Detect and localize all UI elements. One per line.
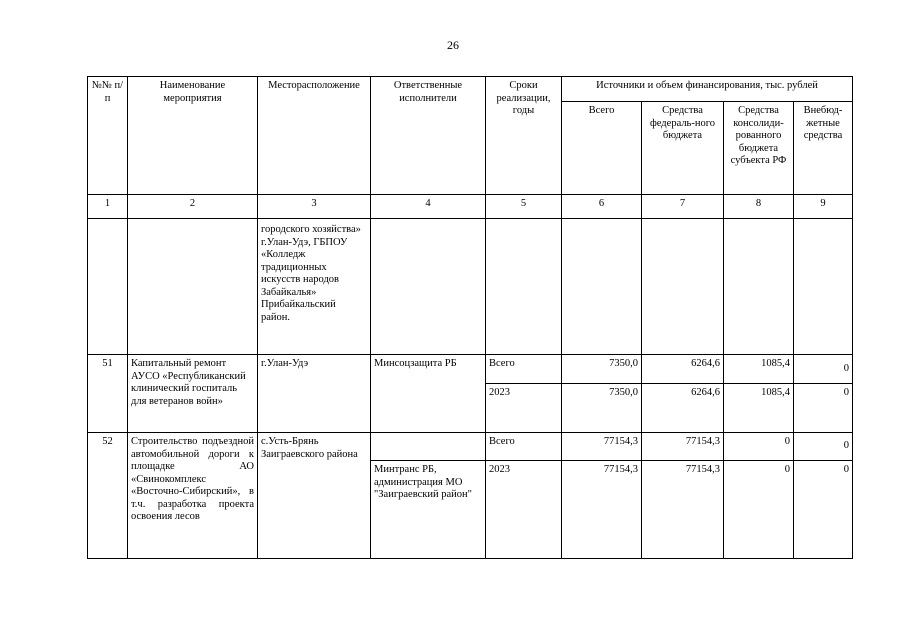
federal-cell: 77154,3: [642, 461, 724, 559]
cell-empty: [128, 219, 258, 355]
extra-cell: 0: [794, 384, 853, 433]
measure-location: г.Улан-Удэ: [258, 355, 371, 433]
cell-empty: [486, 219, 562, 355]
regional-cell: 0: [724, 433, 794, 461]
cell-empty: [562, 219, 642, 355]
column-number: 2: [128, 195, 258, 219]
column-number: 7: [642, 195, 724, 219]
table-row: [88, 355, 853, 384]
cell-empty: [371, 433, 486, 461]
column-number: 9: [794, 195, 853, 219]
cell-empty: [642, 219, 724, 355]
header-num: №№ п/п: [88, 77, 128, 195]
row-number: 51: [88, 355, 128, 433]
column-number: 5: [486, 195, 562, 219]
continuation-location: городского хозяйства» г.Улан-Удэ, ГБПОУ «Колледж традиционных искусств народов Забайкалья» Прибайкальский район.: [258, 219, 371, 355]
measure-executor: Минсоцзащита РБ: [371, 355, 486, 433]
column-number: 3: [258, 195, 371, 219]
column-numbers-row: [88, 195, 853, 219]
total-cell: 77154,3: [562, 433, 642, 461]
column-number: 4: [371, 195, 486, 219]
cell-empty: [724, 219, 794, 355]
column-number: 8: [724, 195, 794, 219]
federal-cell: 6264,6: [642, 384, 724, 433]
measure-name: Капитальный ремонт АУСО «Республиканский клинический госпиталь для ветеранов войн»: [128, 355, 258, 433]
federal-cell: 6264,6: [642, 355, 724, 384]
total-cell: 77154,3: [562, 461, 642, 559]
regional-cell: 0: [724, 461, 794, 559]
row-number: 52: [88, 433, 128, 559]
period-cell: Всего: [486, 433, 562, 461]
header-total: Всего: [562, 102, 642, 195]
header-regional: Средства консолиди-рованного бюджета субъекта РФ: [724, 102, 794, 195]
cell-empty: [794, 219, 853, 355]
header-name: Наименование мероприятия: [128, 77, 258, 195]
extra-cell: 0: [794, 461, 853, 559]
continuation-row: [88, 219, 853, 355]
measure-location: с.Усть-Брянь Заиграевского района: [258, 433, 371, 559]
cell-empty: [88, 219, 128, 355]
column-number: 1: [88, 195, 128, 219]
header-federal: Средства федераль-ного бюджета: [642, 102, 724, 195]
page-number: 26: [447, 38, 459, 52]
program-table: [87, 76, 853, 559]
total-cell: 7350,0: [562, 384, 642, 433]
column-number: 6: [562, 195, 642, 219]
table-row: [88, 433, 853, 461]
header-extra: Внебюд-жетные средства: [794, 102, 853, 195]
period-cell: 2023: [486, 461, 562, 559]
extra-cell: 0: [794, 433, 853, 461]
cell-empty: [371, 219, 486, 355]
federal-cell: 77154,3: [642, 433, 724, 461]
header-location: Месторасположение: [258, 77, 371, 195]
extra-cell: 0: [794, 355, 853, 384]
total-cell: 7350,0: [562, 355, 642, 384]
regional-cell: 1085,4: [724, 355, 794, 384]
header-row: [88, 77, 853, 102]
header-financing-group: Источники и объем финансирования, тыс. рублей: [562, 77, 853, 102]
header-executor: Ответственные исполнители: [371, 77, 486, 195]
measure-name: Строительство подъездной автомобильной дороги к площадке АО «Свинокомплекс «Восточно-Сибирский», в т.ч. разработка проекта освоения лесов: [128, 433, 258, 559]
period-cell: 2023: [486, 384, 562, 433]
period-cell: Всего: [486, 355, 562, 384]
measure-executor: Минтранс РБ, администрация МО "Заиграевский район": [371, 461, 486, 559]
regional-cell: 1085,4: [724, 384, 794, 433]
header-period: Сроки реализации, годы: [486, 77, 562, 195]
